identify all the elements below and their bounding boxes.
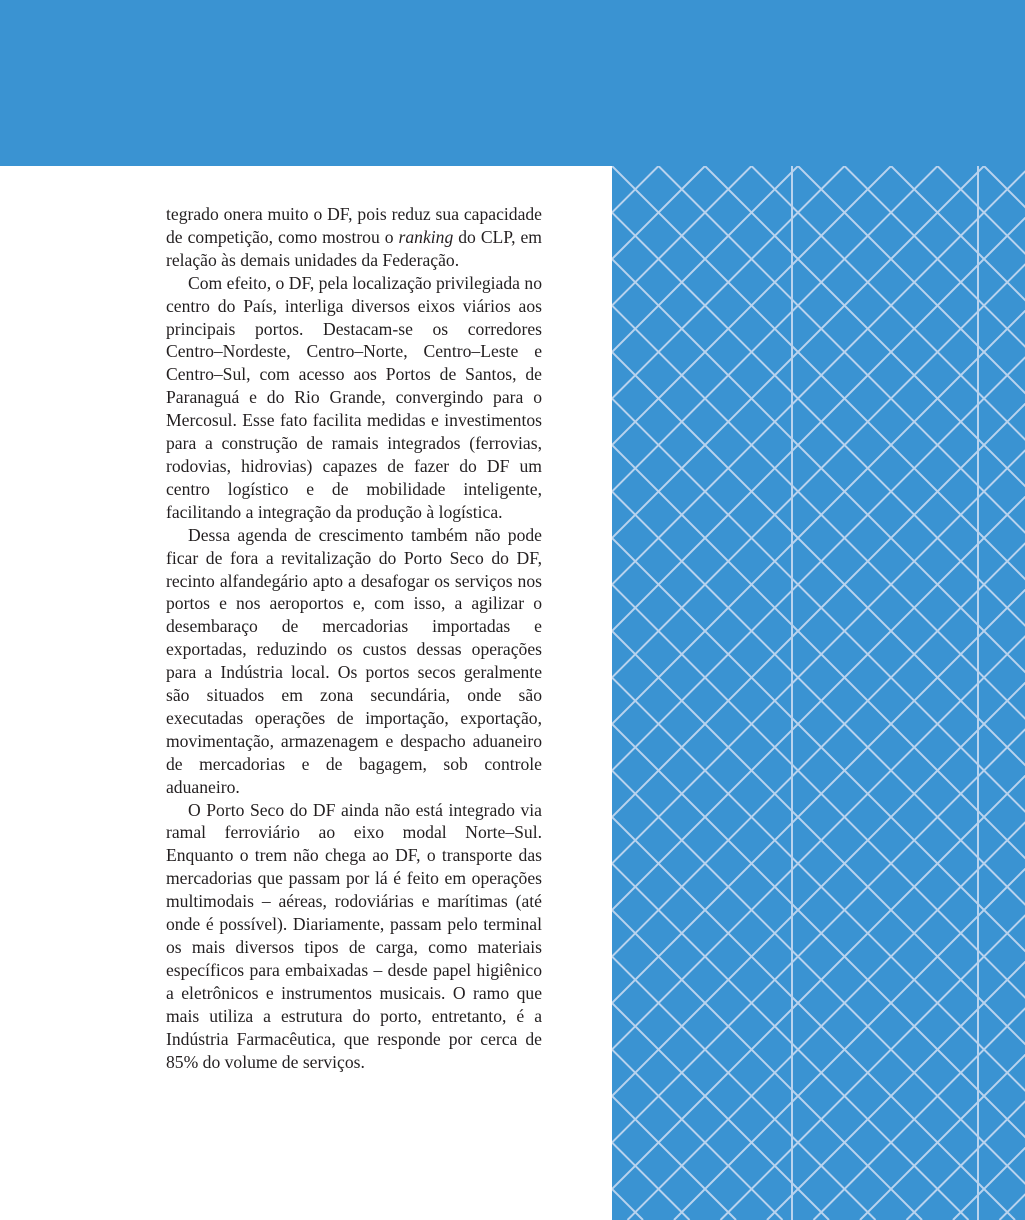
pattern-diagonal-line	[612, 166, 783, 1220]
pattern-diagonal-line	[767, 166, 1025, 1220]
pattern-diagonal-line	[612, 166, 876, 1220]
top-color-band	[0, 0, 1025, 166]
pattern-diagonal-line	[612, 166, 969, 1220]
italic-term: ranking	[398, 226, 454, 247]
paragraph-3: Dessa agenda de crescimento também não pode ficar de fora a revitalização do Porto Seco do DF, recinto alfandegário apto a desafogar os serviços nos portos e nos aeroportos e, com isso, a agilizar o desembaraço de mercadorias importadas e exportadas, reduzindo os custos dessas operações para a Indústria local. Os portos secos geralmente são situados em zona secundária, onde são executadas operações de importação, exportação, movimentação, armazenagem e despacho aduaneiro de mercadorias e de bagagem, sob controle aduaneiro.	[166, 524, 542, 797]
paragraph-1: tegrado onera muito o DF, pois reduz sua capacidade de competição, como mostrou o ranking do CLP, em relação às demais unidades da Federação.	[166, 204, 542, 270]
pattern-diagonal-line	[612, 166, 1025, 1220]
diamond-lattice-pattern	[612, 166, 1025, 1220]
geometric-pattern-panel	[612, 166, 1025, 1220]
paragraph-2: Com efeito, o DF, pela localização privilegiada no centro do País, interliga diversos eixos viários aos principais portos. Destacam-se os corredores Centro–Nordeste, Centro–Norte, Centro–Leste e Centro–Sul, com acesso aos Portos de Santos, de Paranaguá e do Rio Grande, convergindo para o Mercosul. Esse fato facilita medidas e investimentos para a construção de ramais integrados (ferrovias, rodovias, hidrovias) capazes de fazer do DF um centro logístico e de mobilidade inteligente, facilitando a integração da produção à logística.	[166, 272, 542, 522]
pattern-diagonal-line	[767, 166, 1025, 1220]
paragraph-4: O Porto Seco do DF ainda não está integrado via ramal ferroviário ao eixo modal Norte–Sul. Enquanto o trem não chega ao DF, o transporte das mercadorias que passam por lá é feito em operações multimodais – aéreas, rodoviárias e marítimas (até onde é possível). Diariamente, passam pelo terminal os mais diversos tipos de carga, como materiais específicos para embaixadas – desde papel higiênico a eletrônicos e instrumentos musicais. O ramo que mais utiliza a estrutura do porto, entretanto, é a Indústria Farmacêutica, que responde por cerca de 85% do volume de serviços.	[166, 799, 542, 1072]
body-text-column	[166, 203, 542, 1073]
